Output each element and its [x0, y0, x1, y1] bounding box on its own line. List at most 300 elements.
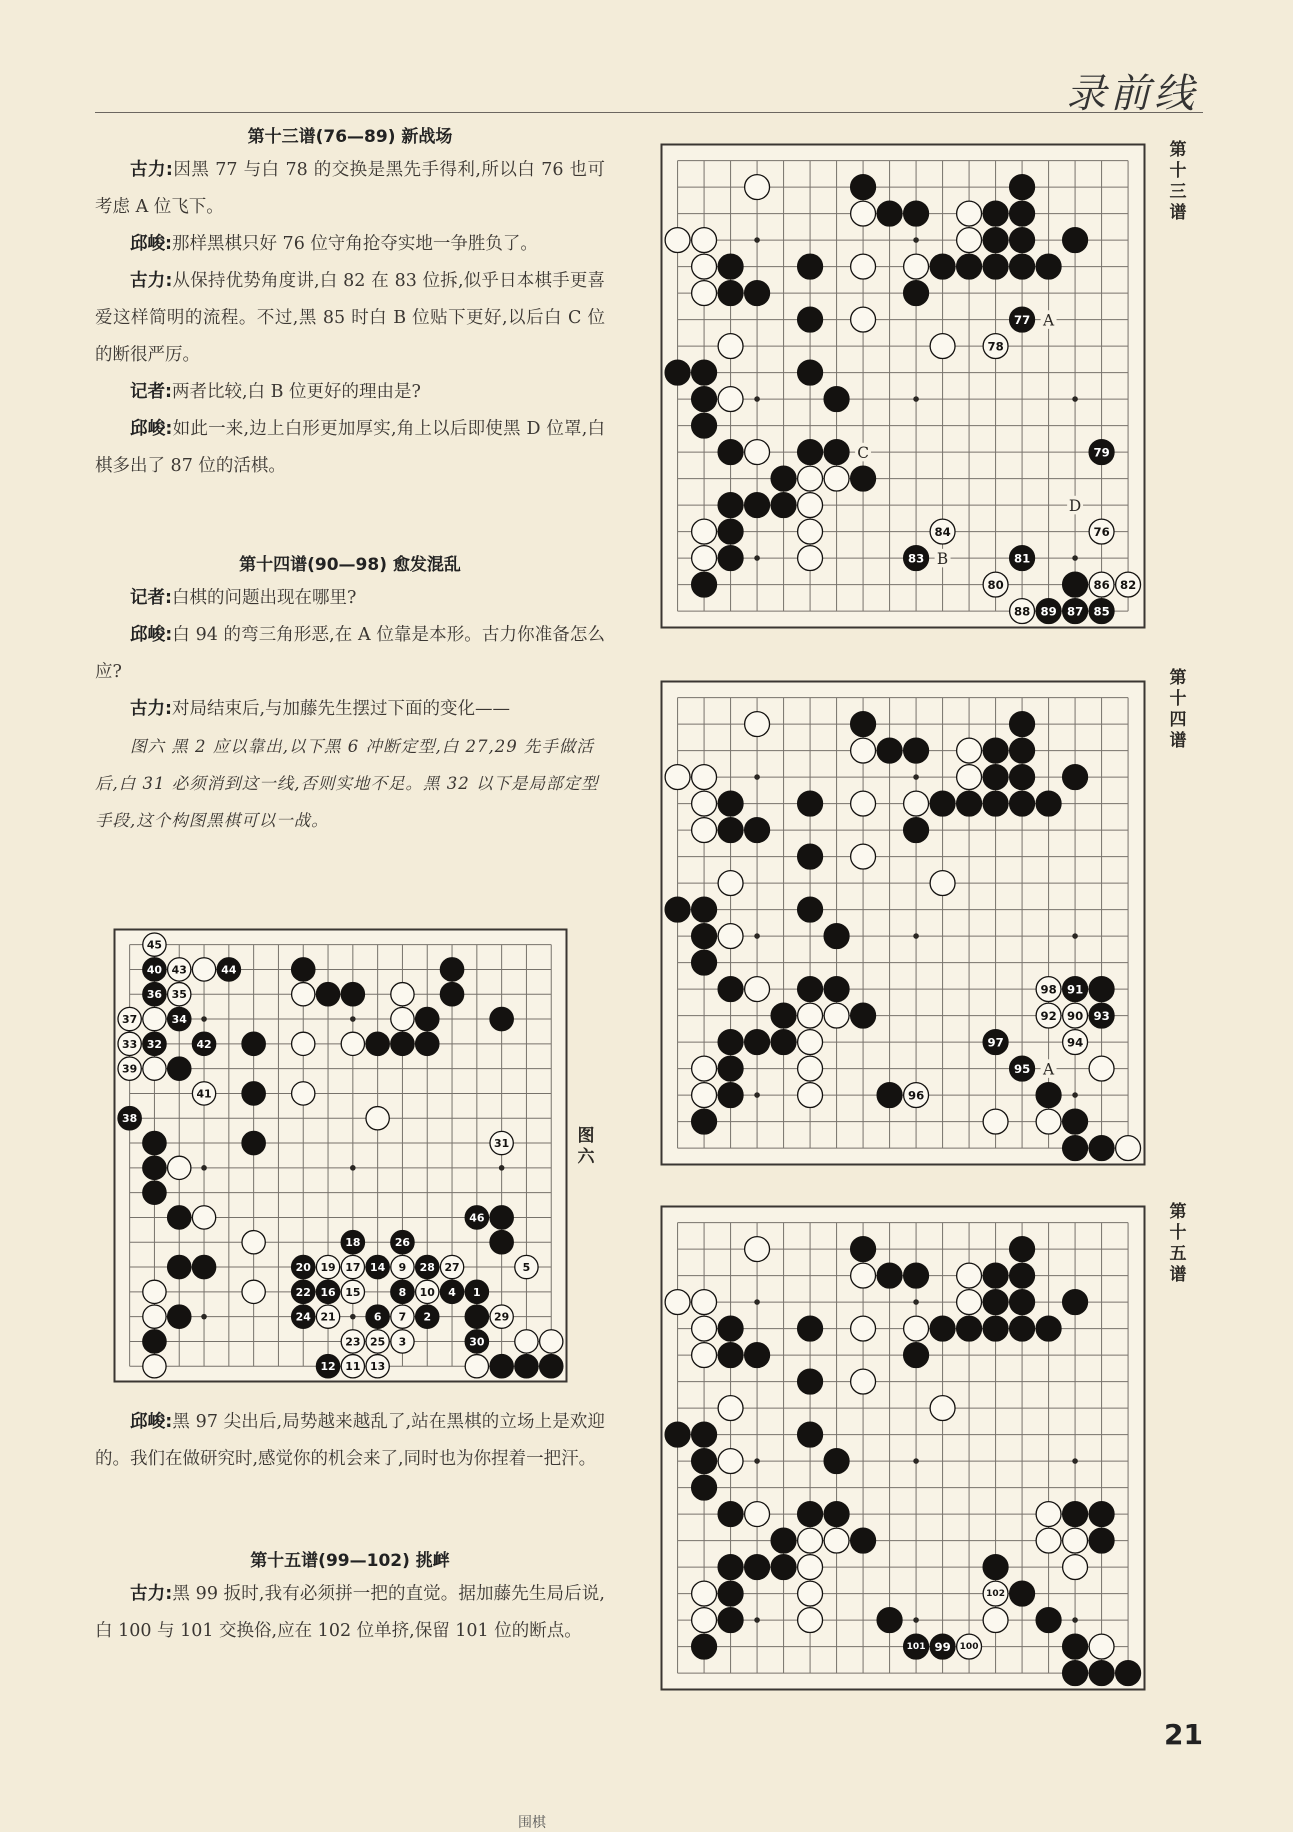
white-stone [143, 1280, 166, 1303]
black-stone [692, 413, 717, 438]
page-number: 21 [1164, 1718, 1203, 1751]
white-stone [798, 546, 823, 571]
speaker: 古力: [130, 699, 172, 719]
black-stone [851, 466, 876, 491]
move-number: 21 [320, 1310, 336, 1324]
white-stone [1036, 977, 1061, 1002]
white-stone [692, 1581, 717, 1606]
black-stone [242, 1131, 265, 1154]
diagram-13-label-text: 第十三谱 [1169, 140, 1187, 223]
d13-svg [660, 143, 1146, 629]
black-stone [416, 1255, 439, 1278]
star-point [754, 1458, 760, 1464]
black-stone [798, 897, 823, 922]
black-stone [930, 1316, 955, 1341]
move-number: 4 [448, 1285, 456, 1299]
star-point [350, 1314, 356, 1320]
white-stone [824, 1528, 849, 1553]
black-stone [1063, 228, 1088, 253]
black-stone [824, 387, 849, 412]
white-stone [851, 844, 876, 869]
black-stone [1116, 1661, 1141, 1686]
black-stone [192, 1032, 215, 1055]
black-stone [341, 983, 364, 1006]
black-stone [877, 738, 902, 763]
paragraph [95, 691, 605, 728]
move-number: 45 [146, 938, 163, 952]
paragraph-text: 从保持优势角度讲,白 82 在 83 位拆,似乎日本棋手更喜爱这样简明的流程。不过,黑 85 时白 B 位贴下更好,以后白 C 位的断很严厉。 [95, 271, 606, 365]
speaker: 邱峻: [130, 1412, 173, 1432]
black-stone [930, 254, 955, 279]
figure-note: 图六 黑 2 应以靠出,以下黑 6 冲断定型,白 27,29 先手做活后,白 31 必须消到这一线,否则实地不足。黑 32 以下是局部定型手段,这个构图黑棋可以一战。 [95, 737, 599, 830]
black-stone [1089, 1136, 1114, 1161]
star-point [913, 396, 919, 402]
star-point [754, 774, 760, 780]
white-stone [798, 1083, 823, 1108]
white-stone [824, 1003, 849, 1028]
star-point [913, 237, 919, 243]
black-stone [143, 1032, 166, 1055]
black-stone [798, 254, 823, 279]
black-stone [217, 958, 240, 981]
section-14-cont [95, 1404, 605, 1478]
black-stone [718, 818, 743, 843]
white-stone [798, 1056, 823, 1081]
speaker: 古力: [130, 271, 173, 291]
figure-6-board [113, 928, 568, 1383]
black-stone [465, 1206, 488, 1229]
move-number: 25 [370, 1335, 386, 1349]
white-stone [824, 466, 849, 491]
white-stone [1063, 1030, 1088, 1055]
speaker: 邱峻: [130, 419, 173, 439]
black-stone [1089, 440, 1114, 465]
white-stone [1063, 1555, 1088, 1580]
black-stone [957, 791, 982, 816]
black-stone [983, 228, 1008, 253]
white-stone [515, 1330, 538, 1353]
move-number: 14 [370, 1261, 386, 1275]
move-number: 11 [345, 1360, 361, 1374]
paragraph [95, 1404, 605, 1478]
white-stone [798, 466, 823, 491]
white-stone [168, 958, 191, 981]
white-stone [665, 228, 690, 253]
white-stone [692, 1316, 717, 1341]
white-stone [692, 546, 717, 571]
white-stone [391, 1305, 414, 1328]
move-number: 90 [1066, 1009, 1084, 1024]
white-stone [366, 1330, 389, 1353]
black-stone [416, 1305, 439, 1328]
move-number: 84 [934, 525, 951, 540]
letter-mark: A [1043, 311, 1055, 330]
black-stone [983, 765, 1008, 790]
white-stone [440, 1255, 463, 1278]
black-stone [718, 254, 743, 279]
white-stone [692, 765, 717, 790]
black-stone [1063, 599, 1088, 624]
black-stone [1063, 1136, 1088, 1161]
white-stone [366, 1107, 389, 1130]
move-number: 6 [373, 1310, 382, 1324]
black-stone [440, 1280, 463, 1303]
diagram-15-label-text: 第十五谱 [1169, 1202, 1187, 1285]
white-stone [665, 765, 690, 790]
black-stone [1063, 1109, 1088, 1134]
black-stone [983, 1555, 1008, 1580]
black-stone [983, 254, 1008, 279]
black-stone [824, 440, 849, 465]
move-number: 7 [398, 1310, 407, 1324]
move-number: 3 [398, 1335, 407, 1349]
move-number: 17 [345, 1261, 361, 1275]
black-stone [490, 1007, 513, 1030]
move-number: 82 [1119, 578, 1137, 593]
black-stone [1010, 254, 1035, 279]
move-number: 101 [906, 1642, 926, 1653]
move-number: 97 [987, 1035, 1004, 1050]
black-stone [718, 1030, 743, 1055]
move-number: 22 [295, 1285, 311, 1299]
white-stone [192, 958, 215, 981]
black-stone [824, 1449, 849, 1474]
black-stone [824, 977, 849, 1002]
star-point [754, 237, 760, 243]
star-point [1072, 1458, 1078, 1464]
black-stone [877, 1608, 902, 1633]
black-stone [983, 738, 1008, 763]
move-number: 20 [295, 1261, 311, 1275]
black-stone [745, 818, 770, 843]
paragraph [95, 152, 605, 226]
black-stone [1063, 572, 1088, 597]
white-stone [798, 493, 823, 518]
black-stone [692, 1109, 717, 1134]
black-stone [1063, 1634, 1088, 1659]
white-stone [168, 983, 191, 1006]
black-stone [316, 1355, 339, 1378]
black-stone [771, 1528, 796, 1553]
paragraph-text: 对局结束后,与加藤先生摆过下面的变化—— [172, 699, 511, 719]
black-stone [745, 281, 770, 306]
white-stone [957, 228, 982, 253]
paragraph-text: 白棋的问题出现在哪里? [172, 588, 357, 608]
black-stone [292, 958, 315, 981]
black-stone [665, 360, 690, 385]
move-number: 79 [1093, 445, 1110, 460]
paragraph [95, 617, 605, 691]
black-stone [745, 1555, 770, 1580]
black-stone [341, 1231, 364, 1254]
black-stone [490, 1231, 513, 1254]
black-stone [416, 1032, 439, 1055]
speaker: 古力: [130, 1584, 173, 1604]
black-stone [983, 1263, 1008, 1288]
white-stone [851, 201, 876, 226]
white-stone [930, 334, 955, 359]
paragraph [95, 226, 605, 263]
move-number: 96 [907, 1088, 925, 1103]
black-stone [143, 1181, 166, 1204]
black-stone [665, 1422, 690, 1447]
white-stone [851, 254, 876, 279]
black-stone [143, 958, 166, 981]
black-stone [745, 493, 770, 518]
white-stone [983, 334, 1008, 359]
black-stone [798, 1422, 823, 1447]
white-stone [983, 572, 1008, 597]
move-number: 100 [959, 1642, 979, 1653]
move-number: 88 [1013, 604, 1031, 619]
black-stone [798, 360, 823, 385]
move-number: 33 [122, 1037, 138, 1051]
white-stone [292, 1082, 315, 1105]
white-stone [851, 307, 876, 332]
white-stone [798, 1581, 823, 1606]
white-stone [391, 1330, 414, 1353]
black-stone [877, 201, 902, 226]
white-stone [341, 1330, 364, 1353]
move-number: 77 [1013, 313, 1031, 328]
white-stone [745, 712, 770, 737]
white-stone [745, 1502, 770, 1527]
white-stone [904, 254, 929, 279]
black-stone [1036, 1608, 1061, 1633]
white-stone [798, 1528, 823, 1553]
black-stone [168, 1305, 191, 1328]
move-number: 43 [171, 963, 187, 977]
white-stone [692, 1343, 717, 1368]
black-stone [851, 175, 876, 200]
black-stone [1036, 1316, 1061, 1341]
white-stone [957, 1290, 982, 1315]
star-point [1072, 1092, 1078, 1098]
speaker: 古力: [130, 160, 173, 180]
black-stone [824, 924, 849, 949]
black-stone [718, 977, 743, 1002]
black-stone [930, 1634, 955, 1659]
move-number: 5 [522, 1261, 531, 1275]
move-number: 8 [398, 1285, 407, 1299]
move-number: 95 [1013, 1062, 1031, 1077]
black-stone [904, 818, 929, 843]
black-stone [718, 1581, 743, 1606]
white-stone [957, 1263, 982, 1288]
black-stone [316, 983, 339, 1006]
move-number: 93 [1093, 1009, 1110, 1024]
star-point [913, 1458, 919, 1464]
black-stone [718, 791, 743, 816]
d15-svg [660, 1205, 1146, 1691]
black-stone [692, 924, 717, 949]
star-point [913, 933, 919, 939]
diagram-14-label [1168, 668, 1190, 752]
black-stone [366, 1305, 389, 1328]
move-number: 91 [1066, 982, 1084, 997]
black-stone [465, 1280, 488, 1303]
white-stone [798, 1003, 823, 1028]
black-stone [798, 1369, 823, 1394]
figure-6-label-text: 图六 [577, 1126, 595, 1167]
black-stone [904, 201, 929, 226]
white-stone [718, 871, 743, 896]
white-stone [366, 1355, 389, 1378]
white-stone [957, 1634, 982, 1659]
speaker: 记者: [130, 382, 172, 402]
white-stone [341, 1032, 364, 1055]
white-stone [143, 933, 166, 956]
white-stone [192, 1206, 215, 1229]
footer-text: 围棋 [518, 1815, 546, 1831]
paragraph [95, 263, 605, 374]
white-stone [957, 765, 982, 790]
black-stone [1010, 1056, 1035, 1081]
black-stone [957, 1316, 982, 1341]
black-stone [316, 1280, 339, 1303]
black-stone [143, 983, 166, 1006]
black-stone [1010, 1263, 1035, 1288]
move-number: 34 [171, 1013, 187, 1027]
black-stone [771, 1030, 796, 1055]
black-stone [983, 1290, 1008, 1315]
move-number: 36 [146, 988, 163, 1002]
black-stone [692, 360, 717, 385]
white-stone [983, 1109, 1008, 1134]
white-stone [168, 1156, 191, 1179]
move-number: 28 [419, 1261, 435, 1275]
white-stone [851, 791, 876, 816]
diagram-13-board [660, 143, 1146, 629]
white-stone [745, 1237, 770, 1262]
black-stone [1010, 1237, 1035, 1262]
black-stone [1036, 599, 1061, 624]
black-stone [904, 1263, 929, 1288]
black-stone [1089, 977, 1114, 1002]
black-stone [904, 1634, 929, 1659]
black-stone [1010, 791, 1035, 816]
black-stone [1010, 1581, 1035, 1606]
move-number: 92 [1040, 1009, 1057, 1024]
white-stone [1089, 1634, 1114, 1659]
move-number: 80 [987, 578, 1004, 593]
white-stone [118, 1007, 141, 1030]
black-stone [1089, 1528, 1114, 1553]
black-stone [143, 1330, 166, 1353]
black-stone [798, 977, 823, 1002]
white-stone [292, 1032, 315, 1055]
black-stone [851, 1003, 876, 1028]
black-stone [1010, 201, 1035, 226]
black-stone [692, 572, 717, 597]
white-stone [490, 1305, 513, 1328]
white-stone [692, 254, 717, 279]
white-stone [851, 1263, 876, 1288]
star-point [754, 1617, 760, 1623]
black-stone [1010, 765, 1035, 790]
black-stone [851, 1528, 876, 1553]
black-stone [440, 983, 463, 1006]
black-stone [904, 1343, 929, 1368]
move-number: 2 [423, 1310, 432, 1324]
white-stone [718, 334, 743, 359]
move-number: 39 [122, 1062, 138, 1076]
move-number: 94 [1066, 1035, 1084, 1050]
black-stone [877, 1083, 902, 1108]
black-stone [718, 1608, 743, 1633]
black-stone [798, 844, 823, 869]
star-point [754, 933, 760, 939]
white-stone [391, 1007, 414, 1030]
star-point [201, 1165, 207, 1171]
black-stone [391, 1231, 414, 1254]
white-stone [1089, 1056, 1114, 1081]
white-stone [692, 1290, 717, 1315]
black-stone [1010, 1316, 1035, 1341]
black-stone [771, 1555, 796, 1580]
running-header-title: 录前线 [1066, 71, 1198, 117]
white-stone [1063, 1003, 1088, 1028]
black-stone [851, 1237, 876, 1262]
white-stone [983, 1581, 1008, 1606]
paragraph-text: 那样黑棋只好 76 位守角抢夺实地一争胜负了。 [172, 234, 538, 254]
black-stone [692, 950, 717, 975]
move-number: 9 [398, 1261, 407, 1275]
black-stone [1063, 1502, 1088, 1527]
white-stone [718, 1449, 743, 1474]
white-stone [341, 1255, 364, 1278]
white-stone [692, 791, 717, 816]
star-point [201, 1314, 207, 1320]
white-stone [292, 983, 315, 1006]
move-number: 41 [196, 1087, 212, 1101]
star-point [913, 1299, 919, 1305]
black-stone [1036, 254, 1061, 279]
white-stone [692, 1083, 717, 1108]
black-stone [292, 1255, 315, 1278]
black-stone [1089, 1003, 1114, 1028]
black-stone [465, 1305, 488, 1328]
black-stone [465, 1330, 488, 1353]
black-stone [983, 201, 1008, 226]
move-number: 24 [295, 1310, 311, 1324]
black-stone [983, 791, 1008, 816]
white-stone [904, 791, 929, 816]
black-stone [718, 281, 743, 306]
black-stone [515, 1355, 538, 1378]
letter-mark: C [857, 444, 869, 463]
section-title: 第十四谱(90—98) 愈发混乱 [239, 555, 461, 575]
black-stone [143, 1156, 166, 1179]
move-number: 46 [469, 1211, 485, 1225]
move-number: 87 [1066, 604, 1084, 619]
white-stone [692, 1056, 717, 1081]
white-stone [1116, 1136, 1141, 1161]
black-stone [771, 1003, 796, 1028]
fig6-svg [113, 928, 568, 1383]
black-stone [1010, 738, 1035, 763]
black-stone [983, 1030, 1008, 1055]
black-stone [490, 1355, 513, 1378]
white-stone [692, 281, 717, 306]
white-stone [930, 1396, 955, 1421]
move-number: 38 [122, 1112, 138, 1126]
black-stone [718, 1316, 743, 1341]
black-stone [1036, 1083, 1061, 1108]
speaker: 邱峻: [130, 234, 172, 254]
white-stone [745, 977, 770, 1002]
black-stone [983, 1316, 1008, 1341]
